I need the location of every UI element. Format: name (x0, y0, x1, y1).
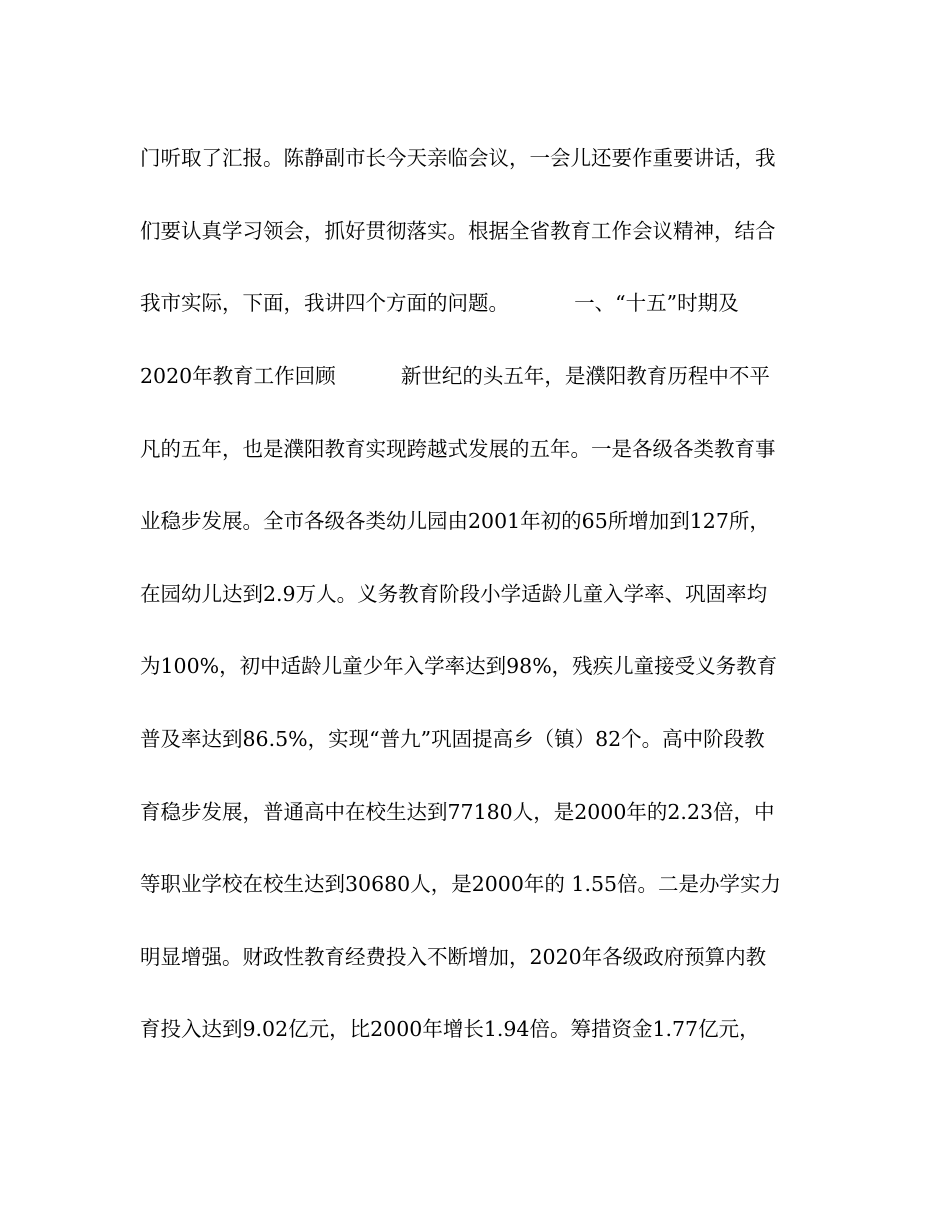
body-text-line: 2020年教育工作回顾 新世纪的头五年，是濮阳教育历程中不平 (140, 364, 770, 388)
body-text-line: 业稳步发展。全市各级各类幼儿园由2001年初的65所增加到127所， (140, 509, 770, 533)
body-text-line: 在园幼儿达到2.9万人。义务教育阶段小学适龄儿童入学率、巩固率均 (140, 582, 768, 606)
body-text-line: 为100%，初中适龄儿童少年入学率达到98%，残疾儿童接受义务教育 (140, 654, 778, 678)
body-text-line: 育稳步发展，普通高中在校生达到77180人，是2000年的2.23倍，中 (140, 800, 775, 824)
body-text-line: 们要认真学习领会，抓好贯彻落实。根据全省教育工作会议精神，结合 (140, 219, 776, 243)
body-text-line: 育投入达到9.02亿元，比2000年增长1.94倍。筹措资金1.77亿元， (140, 1017, 760, 1041)
body-text-line: 门听取了汇报。陈静副市长今天亲临会议，一会儿还要作重要讲话，我 (140, 146, 776, 170)
body-text-line: 我市实际，下面，我讲四个方面的问题。 一、“十五”时期及 (140, 291, 739, 315)
body-text-line: 普及率达到86.5%，实现“普九”巩固提高乡（镇）82个。高中阶段教 (140, 727, 765, 751)
body-text-line: 凡的五年，也是濮阳教育实现跨越式发展的五年。一是各级各类教育事 (140, 437, 776, 461)
body-text-line: 等职业学校在校生达到30680人，是2000年的 1.55倍。二是办学实力 (140, 872, 782, 896)
body-text-line: 明显增强。财政性教育经费投入不断增加，2020年各级政府预算内教 (140, 945, 767, 969)
